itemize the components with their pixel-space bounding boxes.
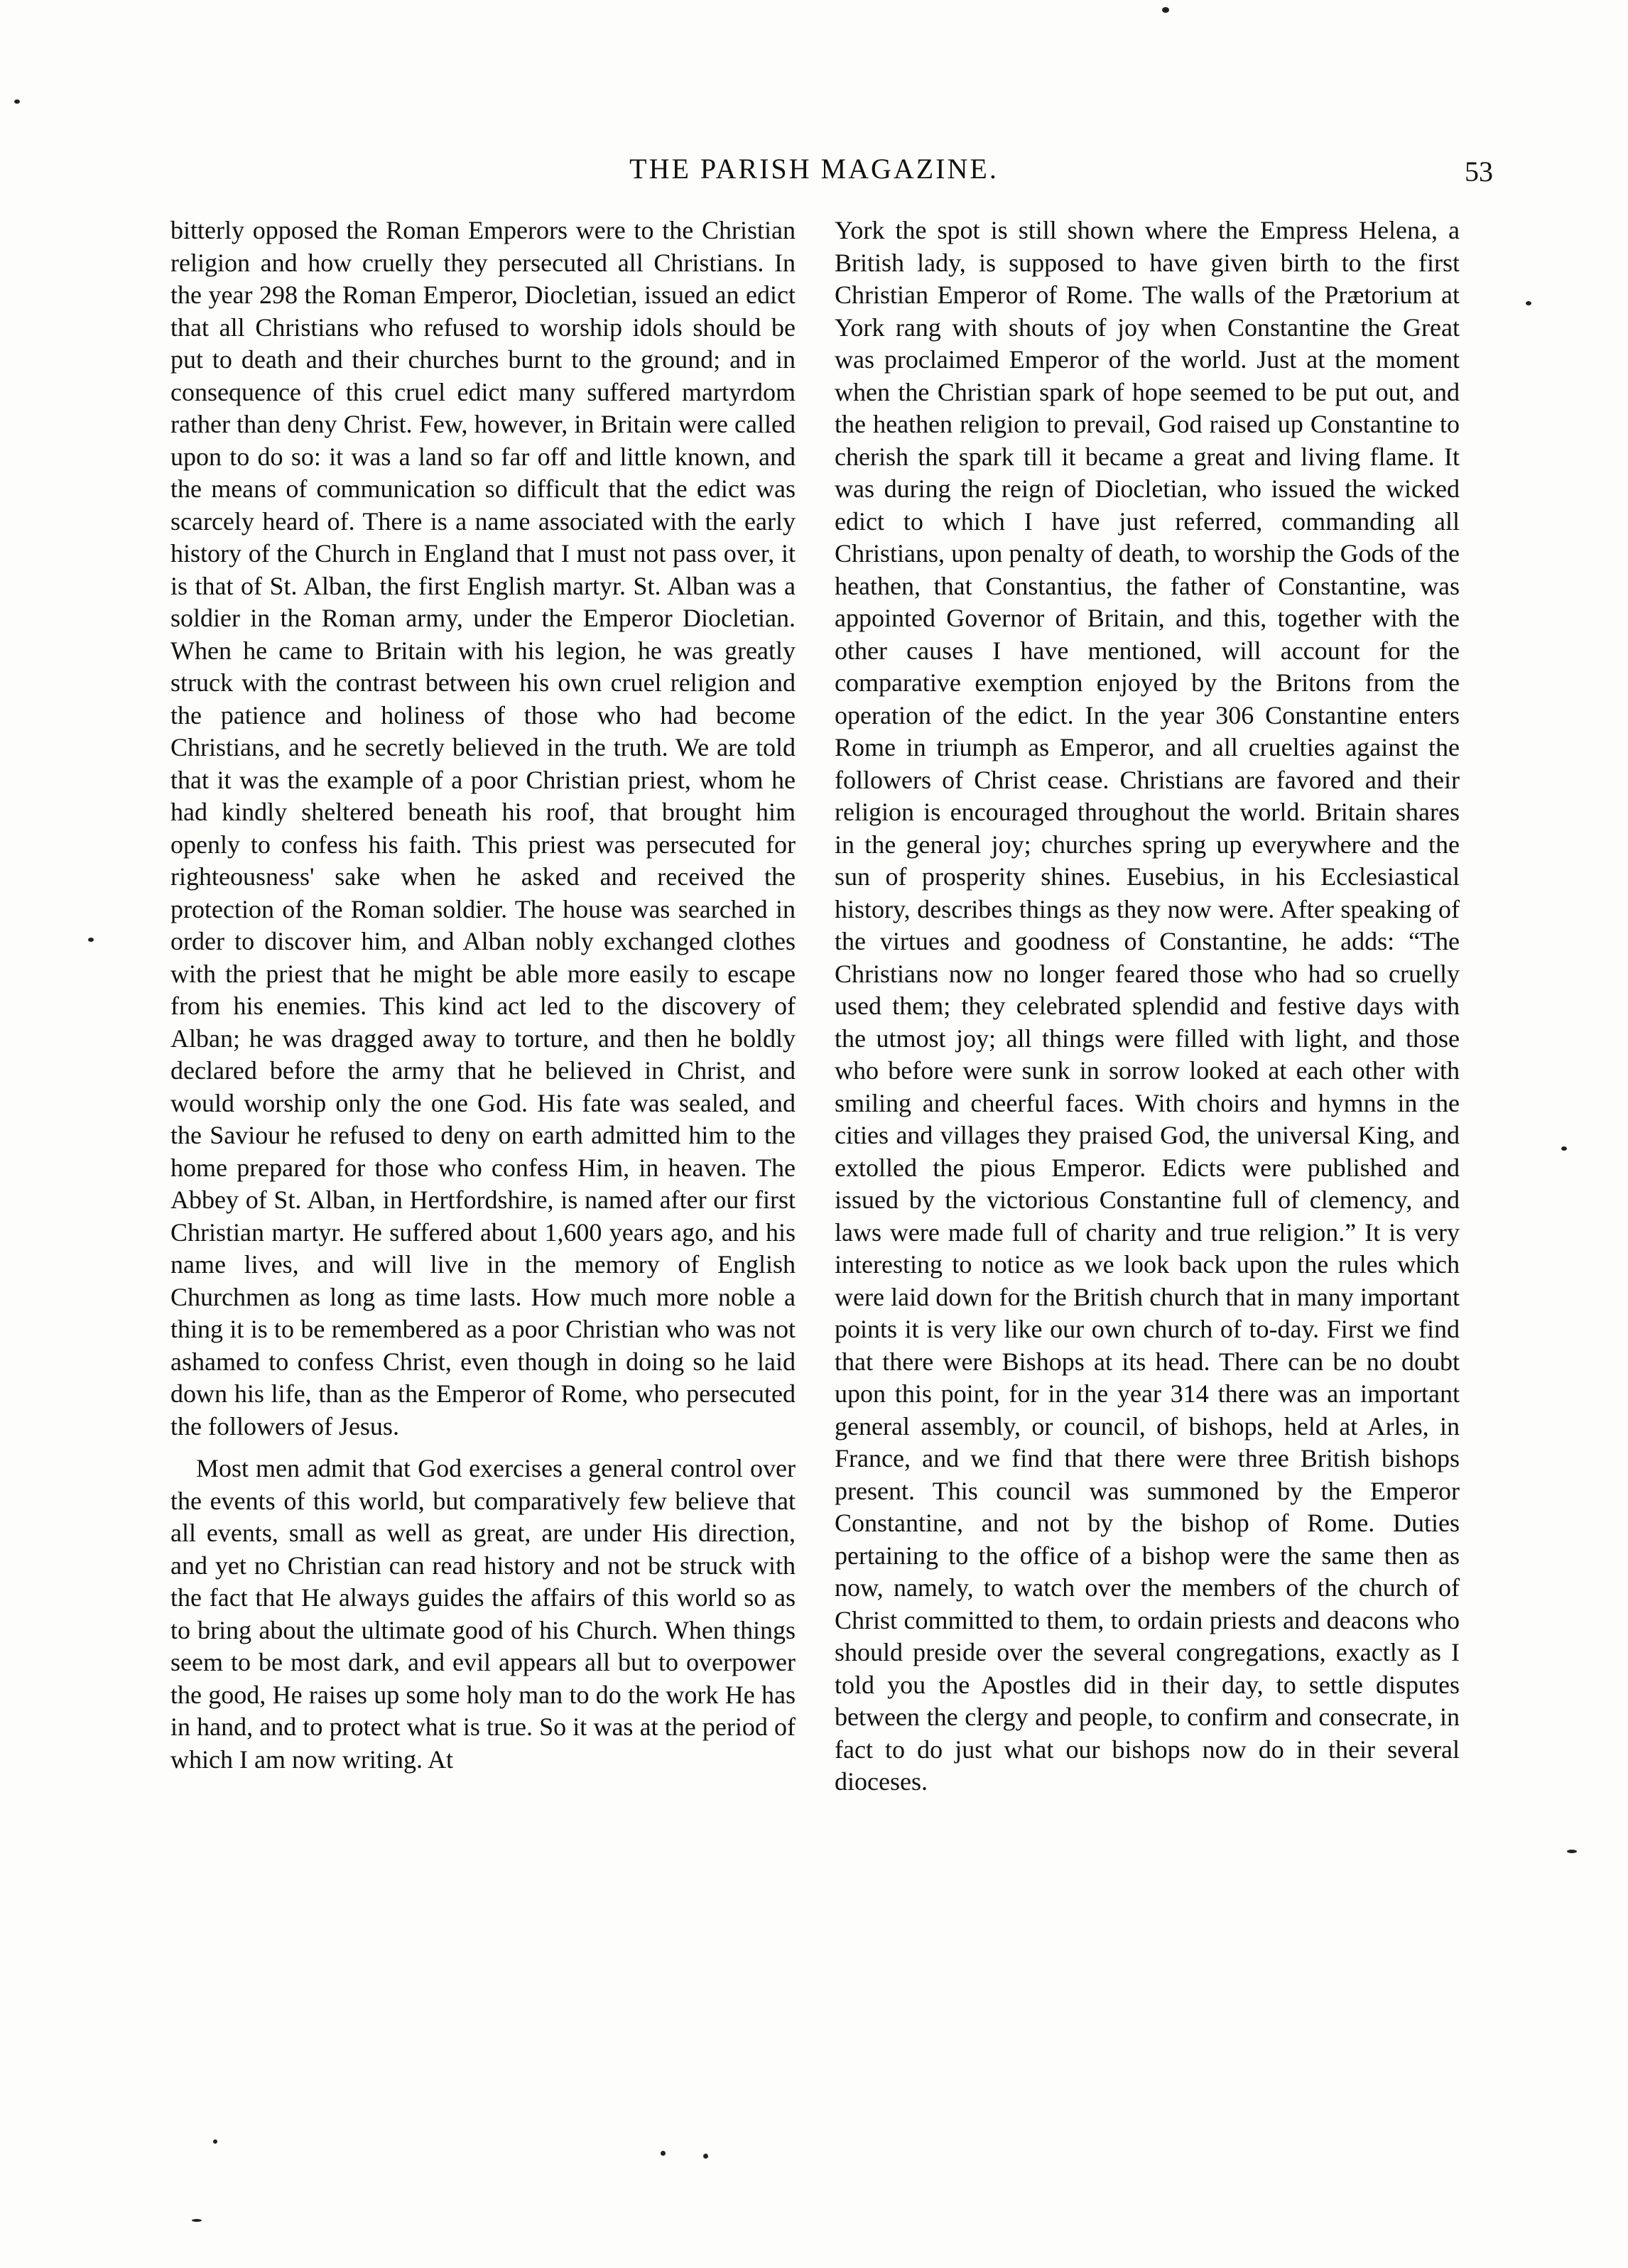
scan-speck: [703, 2154, 708, 2159]
paragraph: Most men admit that God exercises a general control over the events of this world, but comparatively few believe that all events, small as well as great, are under His direction, and yet no Christian can read history and not be struck with the fact that He always guides the affairs of this world so as to bring about the ultimate good of his Church. When things seem to be most dark, and evil appears all but to overpower the good, He raises up some holy man to do the work He has in hand, and to protect what is true. So it was at the period of which I am now writing. At: [170, 1454, 796, 1774]
paragraph: York the spot is still shown where the Empress Helena, a British lady, is supposed to have given birth to the first Christian Emperor of Rome. The walls of the Prætorium at York rang with shouts of joy when Constantine the Great was proclaimed Emperor of the world. Just at the moment when the Christian spark of hope seemed to be put out, and the heathen religion to prevail, God raised up Constantine to cherish the spark till it became a great and living flame. It was during the reign of Diocletian, who issued the wicked edict to which I have just referred, commanding all Christians, upon penalty of death, to worship the Gods of the heathen, that Constantius, the father of Constantine, was appointed Governor of Britain, and this, together with the other causes I have mentioned, will account for the comparative exemption enjoyed by the Britons from the operation of the edict. In the year 306 Constantine enters Rome in triumph as Emperor, and all cruelties against the followers of Christ cease. Christians are favored and their religion is encouraged throughout the world. Britain shares in the general joy; churches spring up everywhere and the sun of prosperity shines. Eusebius, in his Ecclesiastical history, describes things as they now were. After speaking of the virtues and goodness of Constantine, he adds: “The Christians now no longer feared those who had so cruelly used them; they celebrated splendid and festive days with the utmost joy; all things were filled with light, and those who before were sunk in sorrow looked at each other with smiling and cheerful faces. With choirs and hymns in the cities and villages they praised God, the universal King, and extolled the pious Emperor. Edicts were published and issued by the victorious Constantine full of clemency, and laws were made full of charity and true religion.” It is very interesting to notice as we look back upon the rules which were laid down for the British church that in many important points it is very like our own church of to-day. First we find that there were Bishops at its head. There can be no doubt upon this point, for in the year 314 there was an important general assembly, or council, of bishops, held at Arles, in France, and we find that there were three British bishops present. This council was summoned by the Emperor Constantine, and not by the bishop of Rome. Duties pertaining to the office of a bishop were the same then as now, namely, to watch over the members of the church of Christ committed to them, to ordain priests and deacons who should preside over the several congregations, exactly as I told you the Apostles did in their day, to settle disputes between the clergy and people, to confirm and consecrate, in fact to do just what our bishops now do in their several dioceses.: [835, 216, 1460, 1796]
scan-speck: [192, 2219, 202, 2222]
scan-speck: [1526, 301, 1531, 305]
scan-speck: [14, 99, 20, 104]
scan-speck: [1567, 1850, 1577, 1853]
scan-speck: [1162, 7, 1169, 13]
paragraph: bitterly opposed the Roman Emperors were to the Christian religion and how cruelly they persecuted all Christians. In the year 298 the Roman Emperor, Diocletian, issued an edict that all Christians who refused to worship idols should be put to death and their churches burnt to the ground; and in consequence of this cruel edict many suffered martyrdom rather than deny Christ. Few, however, in Britain were called upon to do so: it was a land so far off and little known, and the means of communication so difficult that the edict was scarcely heard of. There is a name associated with the early history of the Church in England that I must not pass over, it is that of St. Alban, the first English martyr. St. Alban was a soldier in the Roman army, under the Emperor Diocletian. When he came to Britain with his legion, he was greatly struck with the contrast between his own cruel religion and the patience and holiness of those who had become Christians, and he secretly believed in the truth. We are told that it was the example of a poor Christian priest, whom he had kindly sheltered beneath his roof, that brought him openly to confess his faith. This priest was persecuted for righteousness' sake when he asked and received the protection of the Roman soldier. The house was searched in order to discover him, and Alban nobly exchanged clothes with the priest that he might be able more easily to escape from his enemies. This kind act led to the discovery of Alban; he was dragged away to torture, and then he boldly declared before the army that he believed in Christ, and would worship only the one God. His fate was sealed, and the Saviour he refused to deny on earth admitted him to the home prepared for those who confess Him, in heaven. The Abbey of St. Alban, in Hertfordshire, is named after our first Christian martyr. He suffered about 1,600 years ago, and his name lives, and will live in the memory of English Churchmen as long as time lasts. How much more noble a thing it is to be remembered as a poor Christian who was not ashamed to confess Christ, even though in doing so he laid down his life, than as the Emperor of Rome, who persecuted the followers of Jesus.: [170, 216, 796, 1440]
scan-speck: [213, 2139, 217, 2144]
scan-speck: [1561, 1146, 1567, 1151]
right-column: [835, 215, 1460, 1798]
scan-speck: [88, 938, 94, 942]
running-title: THE PARISH MAGAZINE.: [629, 153, 999, 185]
left-column: [170, 215, 796, 1776]
page-number: 53: [1465, 156, 1493, 188]
scan-speck: [661, 2151, 666, 2156]
